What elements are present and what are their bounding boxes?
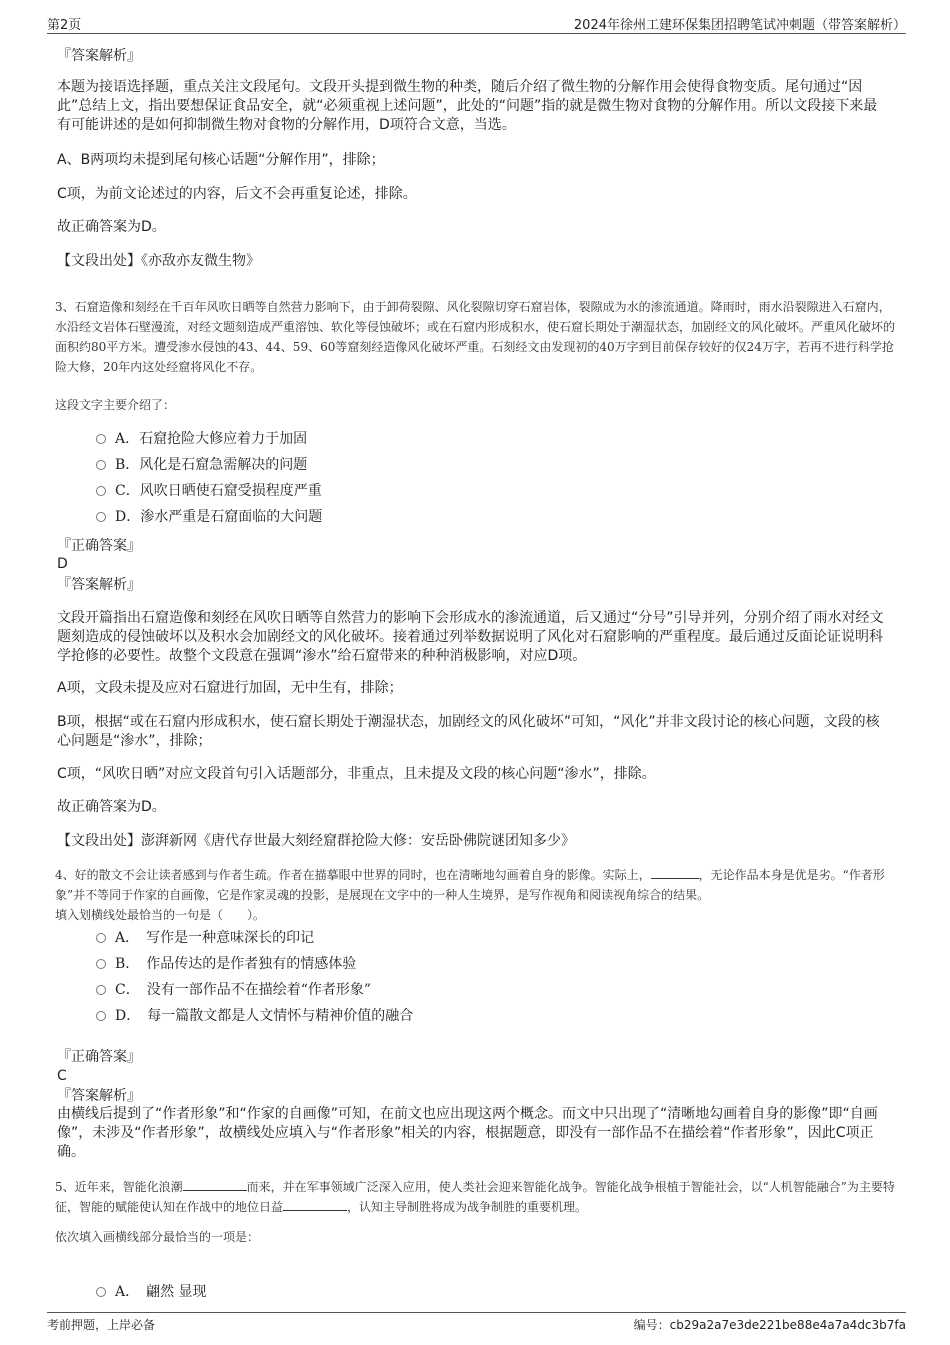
q3-option-c-text: C．风吹日晒使石窟受损程度严重 [115,483,322,499]
radio-icon[interactable] [96,959,106,969]
radio-icon[interactable] [96,460,106,470]
q5-blank-1 [183,1179,247,1191]
q3-answer: D [57,556,68,572]
radio-icon[interactable] [96,985,106,995]
q5-stem-part3: ，认知主导制胜将成为战争制胜的重要机理。 [347,1200,588,1214]
q2-analysis-p4: 故正确答案为D。 [57,219,166,235]
q4-stem [55,865,900,925]
q4-option-b-text: B． 作品传达的是作者独有的情感体验 [115,956,357,972]
q5-option-a-text: A． 翩然 显现 [115,1284,207,1300]
q3-analysis-label: 『答案解析』 [57,577,141,593]
q3-analysis-p1: 文段开篇指出石窟造像和刻经在风吹日晒等自然营力的影响下会形成水的渗流通道，后又通过“分号”引导并列，分别介绍了雨水对经文题刻造成的侵蚀破坏以及积水会加剧经文的风化破坏。接着通过列举数据说明了风化对石窟影响的严重程度。最后通过反面论证说明科学抢修的必要性。故整个文段意在强调“渗水”给石窟带来的种种消极影响，对应D项。 [57,610,884,664]
q4-analysis-p1: 由横线后提到了“作者形象”和“作家的自画像”可知，在前文也应出现这两个概念。而文中只出现了“清晰地勾画着自身的影像”即“自画像”，未涉及“作者形象”，故横线处应填入与“作者形象”相关的内容，根据题意，即没有一部作品不在描绘着“作者形象”，因此C项正确。 [57,1106,878,1160]
q2-analysis-p3: C项，为前文论述过的内容，后文不会再重复论述，排除。 [57,186,417,202]
radio-icon[interactable] [96,1011,106,1021]
q2-analysis-p2: A、B两项均未提到尾句核心话题“分解作用”，排除； [57,152,385,168]
q3-source: 【文段出处】澎湃新网《唐代存世最大刻经窟群抢险大修：安岳卧佛院谜团知多少》 [57,833,575,849]
q4-blank [651,867,699,879]
q3-option-d-text: D．渗水严重是石窟面临的大问题 [115,509,323,525]
q4-option-b[interactable] [96,954,356,974]
radio-icon[interactable] [96,1287,106,1297]
q2-analysis-label: 『答案解析』 [57,48,141,64]
q2-source: 【文段出处】《亦敌亦友微生物》 [57,253,260,269]
q3-option-a[interactable] [96,429,307,449]
q4-option-c[interactable] [96,980,371,1000]
q3-option-d[interactable] [96,507,322,527]
radio-icon[interactable] [96,933,106,943]
page-number: 第2页 [47,18,82,33]
radio-icon[interactable] [96,486,106,496]
q4-option-d[interactable] [96,1006,413,1026]
q5-question: 依次填入画横线部分最恰当的一项是： [55,1230,260,1244]
q3-option-b[interactable] [96,455,307,475]
q5-stem-part1: 5、近年来，智能化浪潮 [55,1180,183,1194]
q3-question: 这段文字主要介绍了： [55,398,176,412]
q4-option-a-text: A． 写作是一种意味深长的印记 [115,930,315,946]
page-footer [47,1312,906,1334]
q3-analysis-p3: B项，根据“或在石窟内形成积水，使石窟长期处于潮湿状态，加剧经文的风化破坏”可知，“风化”并非文段讨论的核心问题，文段的核心问题是“渗水”，排除； [57,714,880,749]
q4-correct-label: 『正确答案』 [57,1049,141,1065]
q4-analysis-label: 『答案解析』 [57,1088,141,1104]
q4-answer: C [57,1068,67,1084]
q3-analysis-p5: 故正确答案为D。 [57,799,166,815]
q5-blank-2 [283,1199,347,1211]
q4-stem-part1: 4、好的散文不会让读者感到与作者生疏。作者在描摹眼中世界的同时，也在清晰地勾画着自身的影像。实际上， [55,868,651,882]
footer-doc-id: 编号：cb29a2a7e3de221be88e4a7a4dc3b7fa [633,1318,906,1332]
q3-analysis-p2: A项，文段未提及应对石窟进行加固，无中生有，排除； [57,680,403,696]
q3-option-c[interactable] [96,481,322,501]
q2-analysis-p1: 本题为接语选择题，重点关注文段尾句。文段开头提到微生物的种类，随后介绍了微生物的分解作用会使得食物变质。尾句通过“因此”总结上文，指出要想保证食品安全，就“必须重视上述问题”，此处的“问题”指的就是微生物对食物的分解作用。所以文段接下来最有可能讲述的是如何抑制微生物对食物的分解作用，D项符合文意，当选。 [57,79,878,133]
q5-stem [55,1177,900,1217]
q4-stem-part2: ，无论作品本身是优是劣。“作者形象”并不等同于作家的自画像，它是作家灵魂的投影，是展现在文字中的一种人生境界，是写作视角和阅读视角综合的结果。 [55,868,885,902]
radio-icon[interactable] [96,434,106,444]
q3-option-a-text: A．石窟抢险大修应着力于加固 [115,431,308,447]
q4-option-d-text: D． 每一篇散文都是人文情怀与精神价值的融合 [115,1008,414,1024]
q4-option-a[interactable] [96,928,314,948]
q5-stem-part2: 而来，并在军事领域广泛深入应用，使人类社会迎来智能化战争。智能化战争根植于智能社会，以“人机智能融合”为主要特征，智能的赋能使认知在作战中的地位日益 [55,1180,895,1214]
q3-correct-label: 『正确答案』 [57,538,141,554]
footer-slogan: 考前押题，上岸必备 [47,1318,156,1332]
q3-stem: 3、石窟造像和刻经在千百年风吹日晒等自然营力影响下，由于卸荷裂隙、风化裂隙切穿石窟岩体，裂隙成为水的渗流通道。降雨时，雨水沿裂隙进入石窟内，水沿经文岩体石壁漫流，对经文题刻造成严重溶蚀、软化等侵蚀破坏；或在石窟内形成积水，使石窟长期处于潮湿状态，加剧经文的风化破坏。严重风化破坏的面积约80平方米。遭受渗水侵蚀的43、44、59、60等窟刻经造像风化破坏严重。石刻经文由发现初的40万字到目前保存较好的仅24万字，若再不进行科学抢险大修，20年内这处经窟将风化不存。 [55,300,896,374]
q4-question: 填入划横线处最恰当的一句是（ ）。 [55,908,266,922]
q4-option-c-text: C． 没有一部作品不在描绘着“作者形象” [115,982,372,998]
q3-analysis-p4: C项，“风吹日晒”对应文段首句引入话题部分，非重点，且未提及文段的核心问题“渗水”，排除。 [57,766,656,782]
q3-option-b-text: B．风化是石窟急需解决的问题 [115,457,308,473]
q5-option-a[interactable] [96,1282,207,1302]
radio-icon[interactable] [96,512,106,522]
document-title: 2024年徐州工建环保集团招聘笔试冲刺题（带答案解析） [573,18,906,33]
page-header [47,12,906,34]
